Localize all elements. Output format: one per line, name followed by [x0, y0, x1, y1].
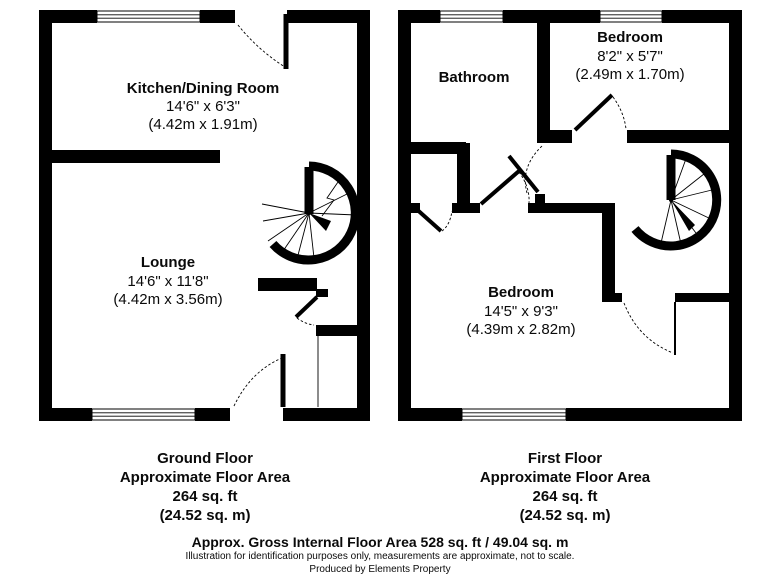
- ground-floor-title: Ground Floor: [157, 450, 253, 467]
- room-dims-metric: (4.42m x 3.56m): [113, 291, 223, 308]
- room-dims-imperial: 14'6" x 11'8": [127, 273, 209, 290]
- room-dims-imperial: 14'5" x 9'3": [484, 303, 558, 320]
- ground-floor-area-ft: 264 sq. ft: [172, 488, 238, 505]
- first-floor-area-m: (24.52 sq. m): [519, 507, 611, 524]
- producer-credit: Produced by Elements Property: [309, 564, 451, 575]
- ground-floor-area-m: (24.52 sq. m): [159, 507, 251, 524]
- room-dims-metric: (4.42m x 1.91m): [148, 116, 258, 133]
- ground-floor-subtitle: Approximate Floor Area: [119, 469, 291, 486]
- room-label-kitchen-dining: Kitchen/Dining Room: [126, 80, 280, 97]
- door-swing: [234, 354, 283, 407]
- window: [600, 11, 662, 22]
- room-label-bathroom: Bathroom: [438, 69, 510, 86]
- door-swing: [296, 297, 317, 325]
- window: [97, 11, 200, 22]
- door-swing: [413, 206, 452, 231]
- first-floor-area-ft: 264 sq. ft: [532, 488, 598, 505]
- window: [92, 409, 195, 420]
- window: [440, 11, 503, 22]
- door-swing: [509, 146, 542, 193]
- room-label-lounge: Lounge: [140, 254, 196, 271]
- door-swing: [624, 302, 675, 355]
- first-floor-title: First Floor: [527, 450, 603, 467]
- gross-area-text: Approx. Gross Internal Floor Area 528 sq. ft / 49.04 sq. m: [191, 534, 569, 550]
- disclaimer-text: Illustration for identification purposes only, measurements are approximate, not to scale.: [185, 551, 575, 562]
- spiral-staircase-icon: [262, 166, 356, 260]
- room-dims-metric: (2.49m x 1.70m): [575, 66, 685, 83]
- window: [462, 409, 566, 420]
- first-floor-subtitle: Approximate Floor Area: [479, 469, 651, 486]
- door-swing: [481, 171, 529, 204]
- room-dims-metric: (4.39m x 2.82m): [466, 321, 576, 338]
- spiral-staircase-icon: [635, 154, 717, 246]
- room-label-bedroom-large: Bedroom: [488, 284, 554, 301]
- room-label-bedroom-small: Bedroom: [597, 29, 663, 46]
- ground-floor-walls: [39, 10, 370, 421]
- door-swing: [575, 95, 626, 130]
- room-dims-imperial: 8'2" x 5'7": [597, 48, 663, 65]
- ground-floor-plan: [39, 10, 370, 421]
- room-dims-imperial: 14'6" x 6'3": [166, 98, 240, 115]
